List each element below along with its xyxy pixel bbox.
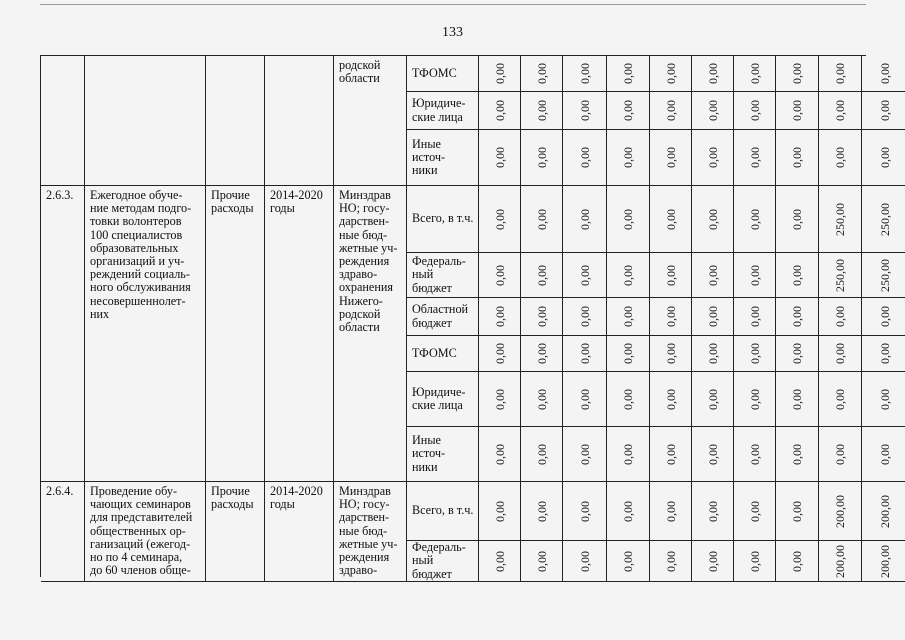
amount-cell	[734, 298, 776, 336]
funding-source-label: Иные источ- ники	[407, 427, 479, 482]
amount-value: 0,00	[492, 388, 507, 410]
amount-cell	[734, 186, 776, 253]
amount-cell	[479, 186, 521, 253]
amount-value: 0,00	[747, 306, 762, 327]
amount-cell	[607, 130, 650, 186]
amount-cell	[692, 56, 734, 92]
item-number: 2.6.3.	[41, 186, 85, 482]
amount-cell	[563, 253, 607, 298]
amount-cell	[692, 298, 734, 336]
amount-cell	[650, 336, 692, 372]
amount-cell	[819, 92, 862, 130]
amount-value: 0,00	[492, 343, 507, 364]
amount-value: 250,00	[877, 202, 892, 236]
amount-value: 0,00	[621, 343, 635, 364]
item-name: Ежегодное обуче- ние методам подго- товки волонтеров 100 специалистов образовательных организаций и уч- реждений социаль- ного обслуживания несовершеннолет- них	[85, 186, 206, 482]
amount-cell	[819, 372, 862, 427]
amount-cell	[479, 130, 521, 186]
amount-value: 0,00	[833, 100, 847, 121]
amount-cell	[521, 92, 563, 130]
amount-cell	[650, 130, 692, 186]
amount-value: 0,00	[577, 500, 592, 522]
amount-value: 0,00	[877, 388, 892, 410]
amount-cell	[692, 92, 734, 130]
amount-value: 0,00	[534, 388, 549, 410]
amount-cell	[563, 186, 607, 253]
amount-cell	[776, 130, 819, 186]
amount-value: 0,00	[705, 550, 720, 572]
amount-value: 0,00	[663, 306, 678, 327]
amount-cell	[862, 92, 905, 130]
amount-cell	[862, 336, 905, 372]
amount-value: 0,00	[663, 264, 678, 286]
amount-cell	[819, 482, 862, 541]
amount-cell	[479, 482, 521, 541]
funding-source-label: Иные источ- ники	[407, 130, 479, 186]
amount-value: 200,00	[833, 544, 847, 578]
amount-cell	[563, 56, 607, 92]
amount-value: 0,00	[663, 208, 678, 230]
amount-cell	[819, 336, 862, 372]
funding-source-label: Юридиче- ские лица	[407, 92, 479, 130]
amount-cell	[521, 336, 563, 372]
amount-cell	[734, 130, 776, 186]
amount-value: 0,00	[621, 264, 635, 286]
amount-cell	[650, 482, 692, 541]
amount-value: 0,00	[877, 443, 892, 465]
amount-value: 0,00	[877, 100, 892, 121]
amount-value: 200,00	[877, 544, 892, 578]
amount-value: 0,00	[705, 147, 720, 168]
amount-cell	[734, 56, 776, 92]
amount-value: 250,00	[833, 202, 847, 236]
amount-value: 0,00	[577, 63, 592, 84]
amount-value: 0,00	[877, 147, 892, 168]
amount-value: 200,00	[833, 494, 847, 528]
type-cell-empty	[206, 56, 265, 186]
amount-cell	[521, 298, 563, 336]
amount-cell	[479, 253, 521, 298]
amount-cell	[692, 336, 734, 372]
item-expense-type: Прочие расходы	[206, 482, 265, 582]
amount-cell	[819, 253, 862, 298]
amount-value: 0,00	[747, 147, 762, 168]
amount-value: 0,00	[663, 443, 678, 465]
amount-cell	[862, 56, 905, 92]
amount-cell	[650, 298, 692, 336]
amount-cell	[650, 541, 692, 582]
funding-source-label: Федераль- ный бюджет	[407, 541, 479, 582]
amount-value: 0,00	[833, 147, 847, 168]
amount-cell	[692, 253, 734, 298]
amount-cell	[734, 427, 776, 482]
amount-cell	[734, 372, 776, 427]
amount-cell	[776, 336, 819, 372]
amount-value: 0,00	[705, 500, 720, 522]
amount-cell	[607, 336, 650, 372]
amount-cell	[692, 427, 734, 482]
amount-value: 0,00	[577, 208, 592, 230]
amount-cell	[563, 372, 607, 427]
amount-value: 0,00	[790, 388, 804, 410]
amount-cell	[776, 186, 819, 253]
amount-value: 0,00	[621, 208, 635, 230]
amount-value: 0,00	[663, 500, 678, 522]
name-cell-empty	[85, 56, 206, 186]
amount-value: 0,00	[705, 100, 720, 121]
amount-value: 250,00	[833, 258, 847, 292]
funding-source-label: ТФОМС	[407, 336, 479, 372]
amount-cell	[521, 372, 563, 427]
page-number: 133	[442, 25, 463, 40]
amount-cell	[734, 541, 776, 582]
item-period: 2014-2020 годы	[265, 186, 334, 482]
amount-cell	[776, 372, 819, 427]
amount-value: 0,00	[705, 63, 720, 84]
item-expense-type: Прочие расходы	[206, 186, 265, 482]
amount-value: 0,00	[534, 500, 549, 522]
amount-value: 0,00	[790, 343, 804, 364]
amount-cell	[776, 253, 819, 298]
amount-value: 0,00	[877, 306, 892, 327]
amount-value: 0,00	[534, 306, 549, 327]
amount-cell	[521, 130, 563, 186]
amount-value: 0,00	[534, 550, 549, 572]
amount-value: 0,00	[663, 550, 678, 572]
amount-cell	[607, 186, 650, 253]
funding-source-label: Областной бюджет	[407, 298, 479, 336]
amount-value: 0,00	[747, 63, 762, 84]
amount-cell	[607, 92, 650, 130]
amount-cell	[819, 298, 862, 336]
amount-cell	[862, 482, 905, 541]
amount-value: 0,00	[877, 343, 892, 364]
amount-value: 0,00	[534, 343, 549, 364]
amount-cell	[563, 92, 607, 130]
amount-cell	[479, 427, 521, 482]
amount-value: 0,00	[577, 343, 592, 364]
amount-value: 0,00	[747, 550, 762, 572]
amount-cell	[650, 427, 692, 482]
amount-value: 0,00	[747, 500, 762, 522]
amount-cell	[692, 541, 734, 582]
amount-cell	[563, 427, 607, 482]
amount-value: 0,00	[577, 100, 592, 121]
amount-cell	[776, 298, 819, 336]
amount-cell	[692, 186, 734, 253]
amount-cell	[607, 56, 650, 92]
amount-cell	[563, 482, 607, 541]
funding-source-label: Всего, в т.ч.	[407, 186, 479, 253]
amount-value: 0,00	[747, 100, 762, 121]
amount-value: 0,00	[833, 343, 847, 364]
funding-source-label: ТФОМС	[407, 56, 479, 92]
amount-value: 0,00	[621, 500, 635, 522]
top-edge-line	[40, 4, 866, 6]
amount-value: 0,00	[790, 306, 804, 327]
amount-value: 0,00	[534, 147, 549, 168]
amount-value: 0,00	[534, 264, 549, 286]
amount-cell	[862, 298, 905, 336]
amount-value: 0,00	[492, 100, 507, 121]
amount-cell	[563, 130, 607, 186]
budget-table	[40, 55, 892, 581]
amount-value: 0,00	[663, 388, 678, 410]
amount-cell	[607, 372, 650, 427]
amount-value: 0,00	[833, 443, 847, 465]
amount-value: 0,00	[790, 208, 804, 230]
item-executor: Минздрав НО; госу- дарствен- ные бюд- жетные уч- реждения здраво-	[334, 482, 407, 582]
amount-cell	[650, 372, 692, 427]
amount-value: 0,00	[663, 343, 678, 364]
amount-cell	[650, 56, 692, 92]
amount-cell	[776, 482, 819, 541]
amount-value: 0,00	[790, 100, 804, 121]
amount-cell	[819, 56, 862, 92]
amount-value: 0,00	[747, 443, 762, 465]
amount-cell	[479, 92, 521, 130]
amount-cell	[862, 372, 905, 427]
amount-value: 0,00	[705, 388, 720, 410]
amount-cell	[521, 186, 563, 253]
amount-cell	[479, 372, 521, 427]
amount-value: 0,00	[492, 500, 507, 522]
amount-value: 0,00	[833, 63, 847, 84]
item-period: 2014-2020 годы	[265, 482, 334, 582]
amount-cell	[819, 541, 862, 582]
amount-value: 0,00	[663, 63, 678, 84]
amount-value: 0,00	[492, 550, 507, 572]
amount-cell	[479, 336, 521, 372]
amount-value: 0,00	[577, 388, 592, 410]
amount-cell	[819, 130, 862, 186]
amount-value: 0,00	[492, 63, 507, 84]
amount-cell	[776, 56, 819, 92]
number-cell-empty	[41, 56, 85, 186]
amount-value: 0,00	[534, 63, 549, 84]
amount-cell	[607, 541, 650, 582]
funding-source-label: Юридиче- ские лица	[407, 372, 479, 427]
amount-cell	[607, 427, 650, 482]
amount-value: 0,00	[663, 100, 678, 121]
amount-value: 0,00	[705, 443, 720, 465]
amount-value: 0,00	[833, 306, 847, 327]
amount-value: 0,00	[621, 306, 635, 327]
amount-value: 0,00	[621, 100, 635, 121]
amount-value: 0,00	[492, 306, 507, 327]
amount-cell	[862, 253, 905, 298]
amount-value: 0,00	[621, 443, 635, 465]
amount-value: 0,00	[705, 343, 720, 364]
amount-value: 0,00	[492, 264, 507, 286]
amount-cell	[563, 336, 607, 372]
amount-cell	[650, 253, 692, 298]
amount-cell	[521, 482, 563, 541]
amount-value: 0,00	[790, 500, 804, 522]
amount-value: 0,00	[534, 100, 549, 121]
amount-cell	[776, 92, 819, 130]
amount-cell	[650, 186, 692, 253]
amount-cell	[776, 427, 819, 482]
amount-value: 0,00	[577, 443, 592, 465]
amount-value: 0,00	[790, 550, 804, 572]
amount-cell	[862, 427, 905, 482]
amount-cell	[819, 427, 862, 482]
amount-value: 0,00	[663, 147, 678, 168]
amount-cell	[862, 130, 905, 186]
amount-cell	[776, 541, 819, 582]
amount-value: 0,00	[621, 388, 635, 410]
amount-value: 0,00	[747, 264, 762, 286]
amount-value: 0,00	[492, 147, 507, 168]
amount-cell	[819, 186, 862, 253]
item-executor: Минздрав НО; госу- дарствен- ные бюд- жетные уч- реждения здраво- охранения Нижего- родской области	[334, 186, 407, 482]
amount-cell	[607, 253, 650, 298]
funding-source-label: Федераль- ный бюджет	[407, 253, 479, 298]
amount-cell	[650, 92, 692, 130]
amount-cell	[521, 427, 563, 482]
amount-value: 0,00	[790, 264, 804, 286]
amount-value: 0,00	[577, 147, 592, 168]
period-cell-empty	[265, 56, 334, 186]
amount-cell	[734, 482, 776, 541]
amount-value: 0,00	[534, 208, 549, 230]
amount-cell	[479, 56, 521, 92]
amount-value: 0,00	[492, 443, 507, 465]
executor-cell: родской области	[334, 56, 407, 186]
amount-value: 0,00	[577, 306, 592, 327]
amount-value: 0,00	[790, 443, 804, 465]
item-name: Проведение обу- чающих семинаров для представителей общественных ор- ганизаций (ежегод- но по 4 семинара, до 60 членов обще-	[85, 482, 206, 582]
amount-value: 0,00	[534, 443, 549, 465]
amount-value: 0,00	[621, 63, 635, 84]
amount-value: 0,00	[747, 388, 762, 410]
item-number: 2.6.4.	[41, 482, 85, 582]
amount-value: 0,00	[705, 306, 720, 327]
amount-cell	[607, 298, 650, 336]
amount-cell	[692, 372, 734, 427]
amount-cell	[692, 130, 734, 186]
amount-cell	[734, 336, 776, 372]
amount-value: 0,00	[833, 388, 847, 410]
amount-cell	[862, 541, 905, 582]
amount-cell	[479, 541, 521, 582]
amount-cell	[521, 541, 563, 582]
amount-value: 0,00	[492, 208, 507, 230]
amount-cell	[563, 298, 607, 336]
amount-value: 0,00	[705, 264, 720, 286]
amount-cell	[692, 482, 734, 541]
amount-value: 0,00	[790, 63, 804, 84]
amount-value: 0,00	[621, 147, 635, 168]
amount-value: 0,00	[577, 264, 592, 286]
amount-value: 0,00	[747, 208, 762, 230]
amount-cell	[521, 253, 563, 298]
amount-cell	[521, 56, 563, 92]
amount-cell	[479, 298, 521, 336]
amount-cell	[563, 541, 607, 582]
amount-value: 0,00	[705, 208, 720, 230]
amount-cell	[862, 186, 905, 253]
funding-source-label: Всего, в т.ч.	[407, 482, 479, 541]
amount-value: 0,00	[577, 550, 592, 572]
amount-value: 200,00	[877, 494, 892, 528]
amount-value: 0,00	[790, 147, 804, 168]
amount-value: 0,00	[877, 63, 892, 84]
amount-value: 0,00	[747, 343, 762, 364]
amount-value: 0,00	[621, 550, 635, 572]
amount-cell	[607, 482, 650, 541]
amount-cell	[734, 253, 776, 298]
amount-cell	[734, 92, 776, 130]
amount-value: 250,00	[877, 258, 892, 292]
